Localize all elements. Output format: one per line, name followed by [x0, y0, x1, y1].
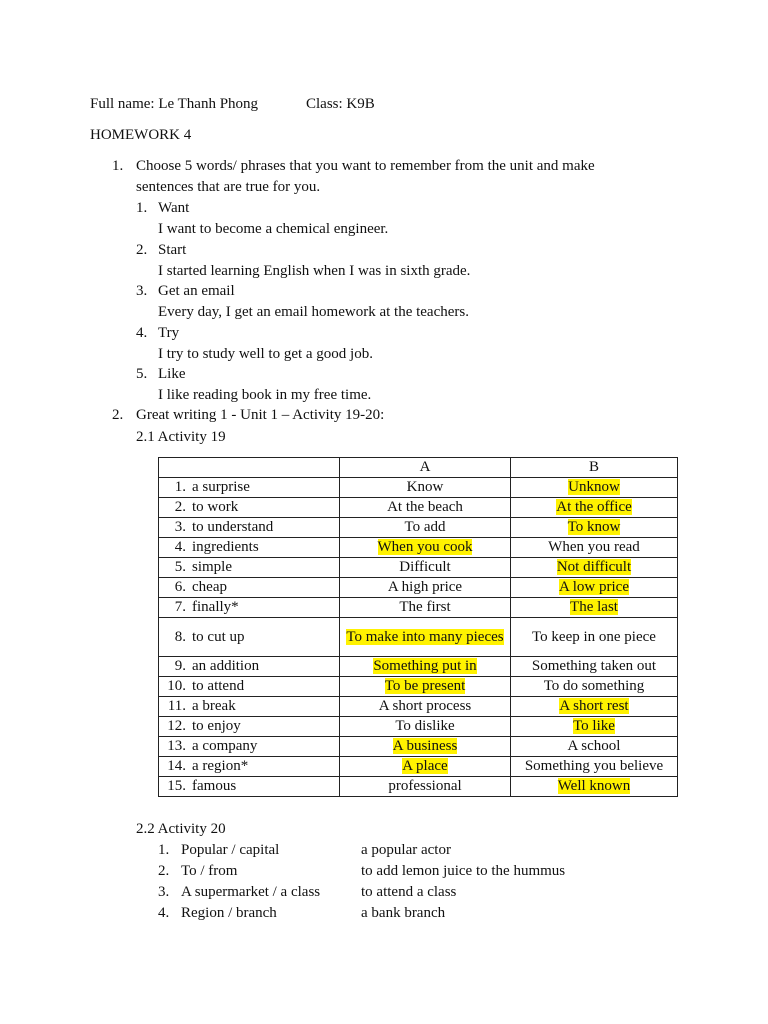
activity20-example: a popular actor: [361, 842, 451, 858]
term-cell: [159, 558, 340, 578]
full-name-label: Full name: Le Thanh Phong: [90, 96, 259, 112]
q1-prompt-line2: sentences that are true for you.: [136, 179, 321, 195]
option-a-answer: When you cook: [377, 539, 473, 555]
option-b-cell: [511, 478, 678, 498]
activity20-number: 1.: [158, 842, 170, 858]
option-b-cell: [511, 717, 678, 737]
option-b-cell: [511, 777, 678, 797]
option-b-cell: [511, 697, 678, 717]
term-cell: [159, 657, 340, 677]
table-row: [159, 498, 678, 518]
term-number: 11.: [167, 698, 186, 714]
term-number: 13.: [167, 738, 186, 754]
option-a-cell: [340, 538, 511, 558]
activity19-label: 2.1 Activity 19: [136, 429, 226, 445]
option-a-answer: Know: [406, 479, 444, 495]
page-title: HOMEWORK 4: [90, 127, 192, 143]
table-header-a: A: [340, 458, 511, 478]
activity20-pair: Region / branch: [181, 905, 277, 921]
term-text: a region*: [192, 758, 249, 774]
option-b-cell: [511, 618, 678, 657]
option-b-answer: The last: [570, 599, 618, 615]
activity20-pair: To / from: [181, 863, 238, 879]
term-number: 12.: [167, 718, 186, 734]
term-text: a company: [192, 738, 258, 754]
option-b-answer: To know: [567, 519, 621, 535]
term-text: ingredients: [192, 539, 259, 555]
term-number: 3.: [174, 519, 186, 535]
term-text: a break: [192, 698, 236, 714]
q1-item-sentence: I started learning English when I was in sixth grade.: [158, 262, 471, 279]
option-a-answer: To make into many pieces: [346, 628, 504, 645]
option-a-cell: [340, 618, 511, 657]
term-number: 1.: [174, 479, 186, 495]
table-header-b: B: [511, 458, 678, 478]
q1-item-word: Start: [158, 241, 187, 258]
option-b-answer: Not difficult: [556, 559, 632, 575]
option-b-answer: When you read: [548, 539, 640, 555]
activity20-pair: A supermarket / a class: [181, 884, 321, 900]
term-number: 4.: [174, 539, 186, 555]
q1-item-number: 4.: [136, 324, 148, 341]
q1-item-sentence: Every day, I get an email homework at the teachers.: [158, 304, 469, 320]
term-text: finally*: [192, 599, 239, 615]
option-b-cell: [511, 538, 678, 558]
option-a-cell: [340, 677, 511, 697]
term-cell: [159, 478, 340, 498]
term-cell: [159, 677, 340, 697]
option-b-answer: To do something: [543, 678, 645, 694]
option-a-answer: To dislike: [395, 718, 455, 734]
option-b-answer: To keep in one piece: [532, 628, 656, 645]
option-a-cell: [340, 478, 511, 498]
option-a-cell: [340, 657, 511, 677]
option-b-cell: [511, 737, 678, 757]
term-cell: [159, 777, 340, 797]
option-a-cell: [340, 777, 511, 797]
term-cell: [159, 538, 340, 558]
option-a-cell: [340, 518, 511, 538]
q1-item-word: Get an email: [158, 283, 235, 299]
activity19-table: [158, 457, 678, 797]
activity20-number: 4.: [158, 905, 170, 921]
option-a-answer: A high price: [387, 579, 463, 595]
term-cell: [159, 717, 340, 737]
activity20-number: 3.: [158, 884, 170, 900]
option-b-answer: Something taken out: [531, 658, 657, 674]
term-number: 2.: [174, 499, 186, 515]
term-text: to work: [192, 499, 239, 515]
term-number: 7.: [174, 599, 186, 615]
term-number: 8.: [174, 628, 186, 645]
term-text: simple: [192, 559, 232, 575]
activity20-pair: Popular / capital: [181, 842, 280, 858]
option-a-answer: Something put in: [373, 658, 477, 674]
table-row: [159, 538, 678, 558]
q1-item-word: Try: [158, 324, 180, 341]
term-text: famous: [192, 778, 237, 794]
term-text: to attend: [192, 678, 245, 694]
option-b-cell: [511, 757, 678, 777]
table-row: [159, 697, 678, 717]
activity20-example: a bank branch: [361, 905, 446, 921]
q1-item-number: 5.: [136, 366, 148, 382]
option-a-cell: [340, 598, 511, 618]
table-row: [159, 598, 678, 618]
table-row: [159, 478, 678, 498]
term-number: 15.: [167, 778, 186, 794]
term-cell: [159, 737, 340, 757]
q1-number: 1.: [112, 158, 124, 174]
option-a-answer: The first: [399, 599, 451, 615]
option-a-answer: A business: [392, 738, 458, 754]
term-number: 14.: [167, 758, 186, 774]
q2-prompt: Great writing 1 - Unit 1 – Activity 19-20:: [136, 407, 385, 423]
option-b-cell: [511, 578, 678, 598]
term-number: 5.: [174, 559, 186, 575]
option-b-answer: To like: [573, 718, 615, 734]
option-a-cell: [340, 498, 511, 518]
option-b-answer: A short rest: [559, 698, 629, 714]
q1-prompt-line1: Choose 5 words/ phrases that you want to remember from the unit and make: [136, 158, 595, 174]
option-a-answer: At the beach: [387, 499, 463, 515]
q1-item-word: Like: [158, 366, 186, 382]
activity20-example: to add lemon juice to the hummus: [361, 863, 566, 879]
table-row: [159, 558, 678, 578]
term-number: 10.: [167, 678, 186, 694]
term-number: 6.: [174, 579, 186, 595]
term-text: a surprise: [192, 479, 250, 495]
option-b-cell: [511, 657, 678, 677]
table-header-row: [159, 458, 678, 478]
option-a-cell: [340, 578, 511, 598]
option-b-cell: [511, 677, 678, 697]
table-row: [159, 677, 678, 697]
term-text: an addition: [192, 658, 260, 674]
option-b-answer: At the office: [556, 499, 632, 515]
table-row: [159, 518, 678, 538]
term-cell: [159, 757, 340, 777]
option-a-answer: A place: [402, 758, 448, 774]
table-row: [159, 618, 678, 657]
term-text: cheap: [192, 579, 227, 595]
option-a-answer: To be present: [384, 678, 466, 694]
activity20-example: to attend a class: [361, 884, 457, 900]
option-b-cell: [511, 518, 678, 538]
class-label: Class: K9B: [306, 96, 375, 112]
option-a-answer: To add: [404, 519, 446, 535]
option-b-cell: [511, 498, 678, 518]
activity20-label: 2.2 Activity 20: [136, 821, 226, 837]
option-b-cell: [511, 558, 678, 578]
term-cell: [159, 498, 340, 518]
option-b-answer: Unknow: [568, 479, 620, 495]
term-cell: [159, 578, 340, 598]
q2-number: 2.: [112, 407, 124, 423]
term-text: to cut up: [192, 628, 245, 645]
term-cell: [159, 598, 340, 618]
option-a-cell: [340, 558, 511, 578]
table-row: [159, 717, 678, 737]
q1-item-number: 2.: [136, 241, 148, 258]
q1-item-word: Want: [158, 200, 190, 216]
term-cell: [159, 518, 340, 538]
q1-item-number: 1.: [136, 200, 148, 216]
option-b-answer: Something you believe: [524, 758, 664, 774]
table-row: [159, 737, 678, 757]
option-a-cell: [340, 737, 511, 757]
option-a-cell: [340, 697, 511, 717]
table-row: [159, 757, 678, 777]
table-row: [159, 657, 678, 677]
option-b-cell: [511, 598, 678, 618]
table-row: [159, 777, 678, 797]
term-number: 9.: [174, 658, 186, 674]
term-cell: [159, 697, 340, 717]
term-text: to understand: [192, 519, 274, 535]
option-a-cell: [340, 717, 511, 737]
option-b-answer: A low price: [559, 579, 629, 595]
option-a-answer: Difficult: [399, 559, 451, 575]
option-a-cell: [340, 757, 511, 777]
table-row: [159, 578, 678, 598]
option-a-answer: A short process: [378, 698, 472, 714]
q1-item-number: 3.: [136, 283, 148, 299]
q1-item-sentence: I try to study well to get a good job.: [158, 345, 373, 362]
q1-item-sentence: I like reading book in my free time.: [158, 387, 372, 403]
q1-item-sentence: I want to become a chemical engineer.: [158, 221, 389, 237]
option-a-answer: professional: [388, 778, 462, 794]
option-b-answer: Well known: [557, 778, 631, 794]
table-header-blank: [159, 458, 340, 478]
activity20-number: 2.: [158, 863, 170, 879]
term-text: to enjoy: [192, 718, 241, 734]
term-cell: [159, 618, 340, 657]
option-b-answer: A school: [567, 738, 621, 754]
